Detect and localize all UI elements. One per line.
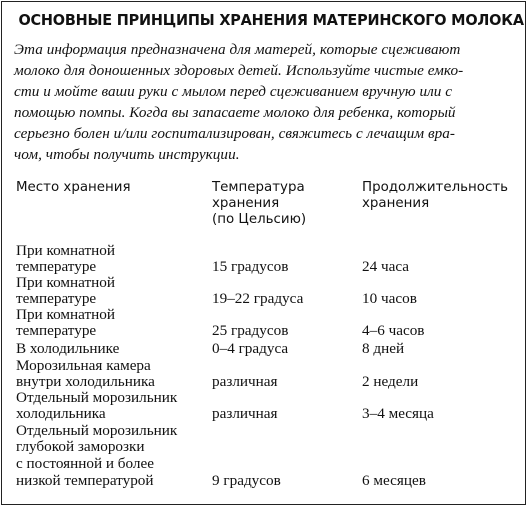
intro-line: серьезно болен и/или госпитализирован, свяжитесь с лечащим вра- (14, 125, 455, 142)
cell-place: температуре (16, 322, 97, 339)
header-duration-line: хранения (362, 196, 430, 211)
cell-temp: 0–4 градуса (212, 340, 289, 357)
cell-place: В холодильнике (16, 340, 120, 357)
cell-place: Отдельный морозильник (16, 422, 178, 439)
cell-temp: различная (212, 373, 278, 390)
header-temp-line: (по Цельсию) (212, 212, 307, 227)
intro-line: сти и мойте ваши руки с мылом перед сцеживанием вручную или с (14, 83, 453, 100)
cell-duration: 6 месяцев (362, 472, 426, 489)
cell-temp: различная (212, 405, 278, 422)
cell-place: с постоянной и более (16, 455, 154, 472)
cell-temp: 19–22 градуса (212, 290, 304, 307)
cell-place: глубокой заморозки (16, 438, 145, 455)
cell-place: холодильника (16, 405, 106, 422)
intro-line: молоко для доношенных здоровых детей. Используйте чистые емко- (14, 62, 464, 79)
cell-duration: 3–4 месяца (362, 405, 434, 422)
cell-place: При комнатной (16, 242, 115, 259)
cell-temp: 25 градусов (212, 322, 289, 339)
header-duration-line: Продолжительность (362, 180, 509, 195)
cell-place: Морозильная камера (16, 357, 151, 374)
cell-duration: 2 недели (362, 373, 419, 390)
cell-duration: 24 часа (362, 258, 410, 275)
page-title: ОСНОВНЫЕ ПРИНЦИПЫ ХРАНЕНИЯ МАТЕРИНСКОГО МОЛОКА (18, 11, 524, 29)
cell-temp: 15 градусов (212, 258, 289, 275)
cell-place: При комнатной (16, 306, 115, 323)
cell-place: температуре (16, 290, 97, 307)
cell-duration: 10 часов (362, 290, 417, 307)
header-place: Место хранения (16, 180, 131, 195)
cell-temp: 9 градусов (212, 472, 281, 489)
cell-duration: 4–6 часов (362, 322, 425, 339)
cell-place: Отдельный морозильник (16, 389, 178, 406)
header-temp-line: Температура (212, 180, 305, 195)
intro-line: Эта информация предназначена для матерей, которые сцеживают (14, 41, 461, 58)
intro-line: чом, чтобы получить инструкции. (14, 146, 240, 163)
intro-line: помощью помпы. Когда вы запасаете молоко для ребенка, который (14, 104, 456, 121)
cell-place: внутри холодильника (16, 373, 155, 390)
cell-place: температуре (16, 258, 97, 275)
cell-place: низкой температурой (16, 472, 154, 489)
header-temp-line: хранения (212, 196, 280, 211)
cell-duration: 8 дней (362, 340, 405, 357)
cell-place: При комнатной (16, 274, 115, 291)
